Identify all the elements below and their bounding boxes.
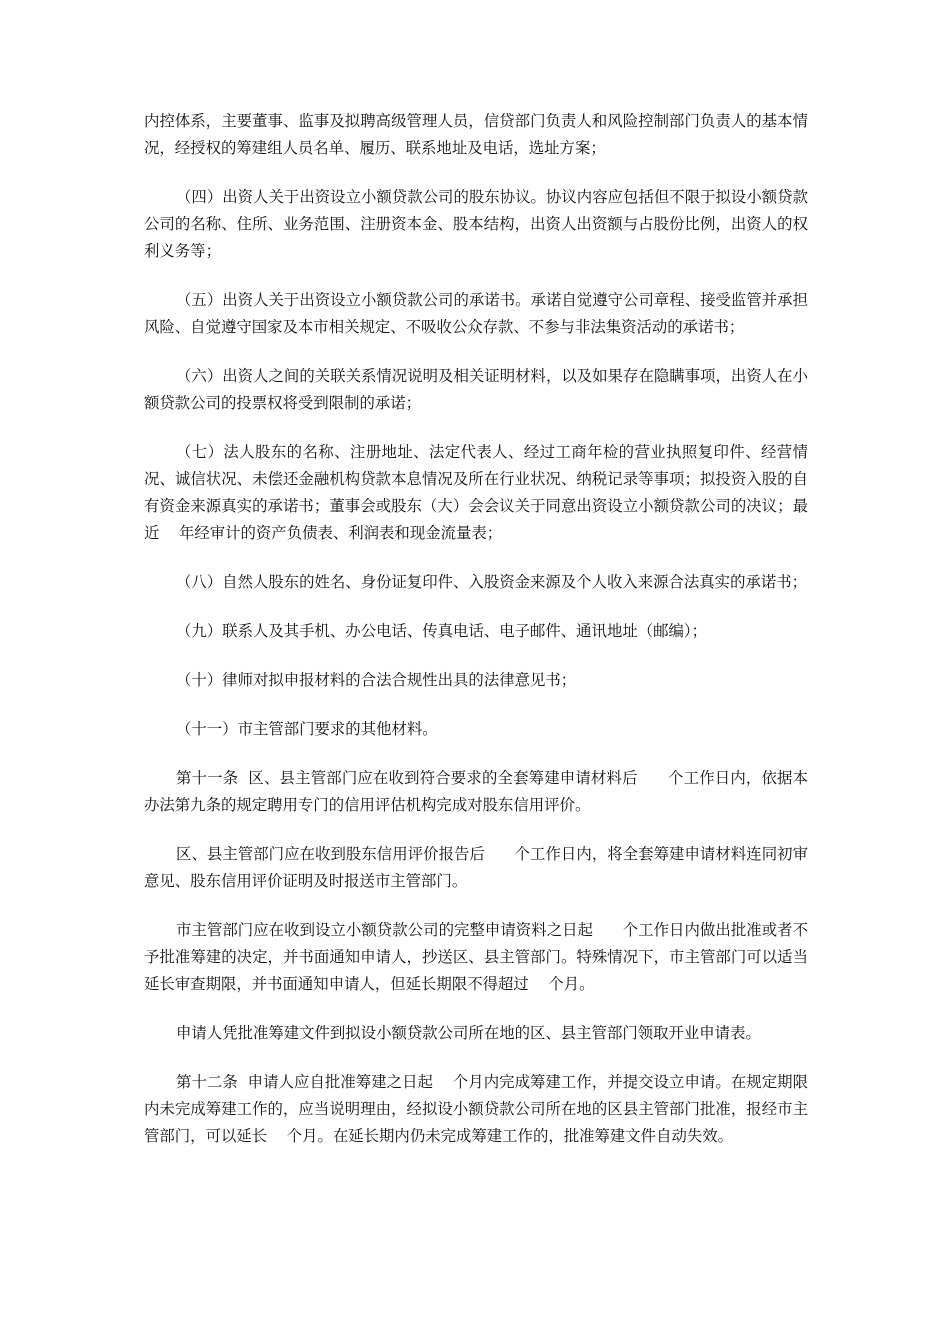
paragraph-item-8: （八）自然人股东的姓名、身份证复印件、入股资金来源及个人收入来源合法真实的承诺书； bbox=[176, 573, 808, 591]
article-11-para-4: 申请人凭批准筹建文件到拟设小额贷款公司所在地的区、县主管部门领取开业申请表。 bbox=[176, 1024, 761, 1042]
paragraph-item-11: （十一）市主管部门要求的其他材料。 bbox=[176, 720, 438, 738]
paragraph-item-5: （五）出资人关于出资设立小额贷款公司的承诺书。承诺自觉遵守公司章程、接受监管并承担风险、自觉遵守国家及本市相关规定、不吸收公众存款、不参与非法集资活动的承诺书； bbox=[144, 291, 808, 336]
article-12: 第十二条 申请人应自批准筹建之日起 个月内完成筹建工作，并提交设立申请。在规定期限内未完成筹建工作的，应当说明理由，经拟设小额贷款公司所在地的区县主管部门批准，报经市主管部门，可以延长 个月。在延长期内仍未完成筹建工作的，批准筹建文件自动失效。 bbox=[144, 1073, 808, 1145]
paragraph-item-4: （四）出资人关于出资设立小额贷款公司的股东协议。协议内容应包括但不限于拟设小额贷款公司的名称、住所、业务范围、注册资本金、股本结构，出资人出资额与占股份比例，出资人的权利义务等； bbox=[144, 188, 808, 260]
paragraph-item-6: （六）出资人之间的关联关系情况说明及相关证明材料，以及如果存在隐瞒事项，出资人在小额贷款公司的投票权将受到限制的承诺； bbox=[144, 367, 808, 412]
paragraph-1: 内控体系，主要董事、监事及拟聘高级管理人员，信贷部门负责人和风险控制部门负责人的基本情况，经授权的筹建组人员名单、履历、联系地址及电话，选址方案； bbox=[144, 112, 808, 157]
article-11-para-3: 市主管部门应在收到设立小额贷款公司的完整申请资料之日起 个工作日内做出批准或者不予批准筹建的决定，并书面通知申请人，抄送区、县主管部门。特殊情况下，市主管部门可以适当延长审查期限，并书面通知申请人，但延长期限不得超过 个月。 bbox=[144, 921, 808, 993]
paragraph-item-7: （七）法人股东的名称、注册地址、法定代表人、经过工商年检的营业执照复印件、经营情况、诚信状况、未偿还金融机构贷款本息情况及所在行业状况、纳税记录等事项；拟投资入股的自有资金来源真实的承诺书；董事会或股东（大）会会议关于同意出资设立小额贷款公司的决议；最近 年经审计的资产负债表、利润表和现金流量表； bbox=[144, 443, 808, 542]
paragraph-item-9: （九）联系人及其手机、办公电话、传真电话、电子邮件、通讯地址（邮编）； bbox=[176, 622, 707, 640]
document-page bbox=[144, 108, 808, 1172]
paragraph-item-10: （十）律师对拟申报材料的合法合规性出具的法律意见书； bbox=[176, 671, 577, 689]
article-11-para-2: 区、县主管部门应在收到股东信用评价报告后 个工作日内，将全套筹建申请材料连同初审意见、股东信用评价证明及时报送市主管部门。 bbox=[144, 845, 808, 890]
article-11: 第十一条 区、县主管部门应在收到符合要求的全套筹建申请材料后 个工作日内，依据本办法第九条的规定聘用专门的信用评估机构完成对股东信用评价。 bbox=[144, 769, 808, 814]
